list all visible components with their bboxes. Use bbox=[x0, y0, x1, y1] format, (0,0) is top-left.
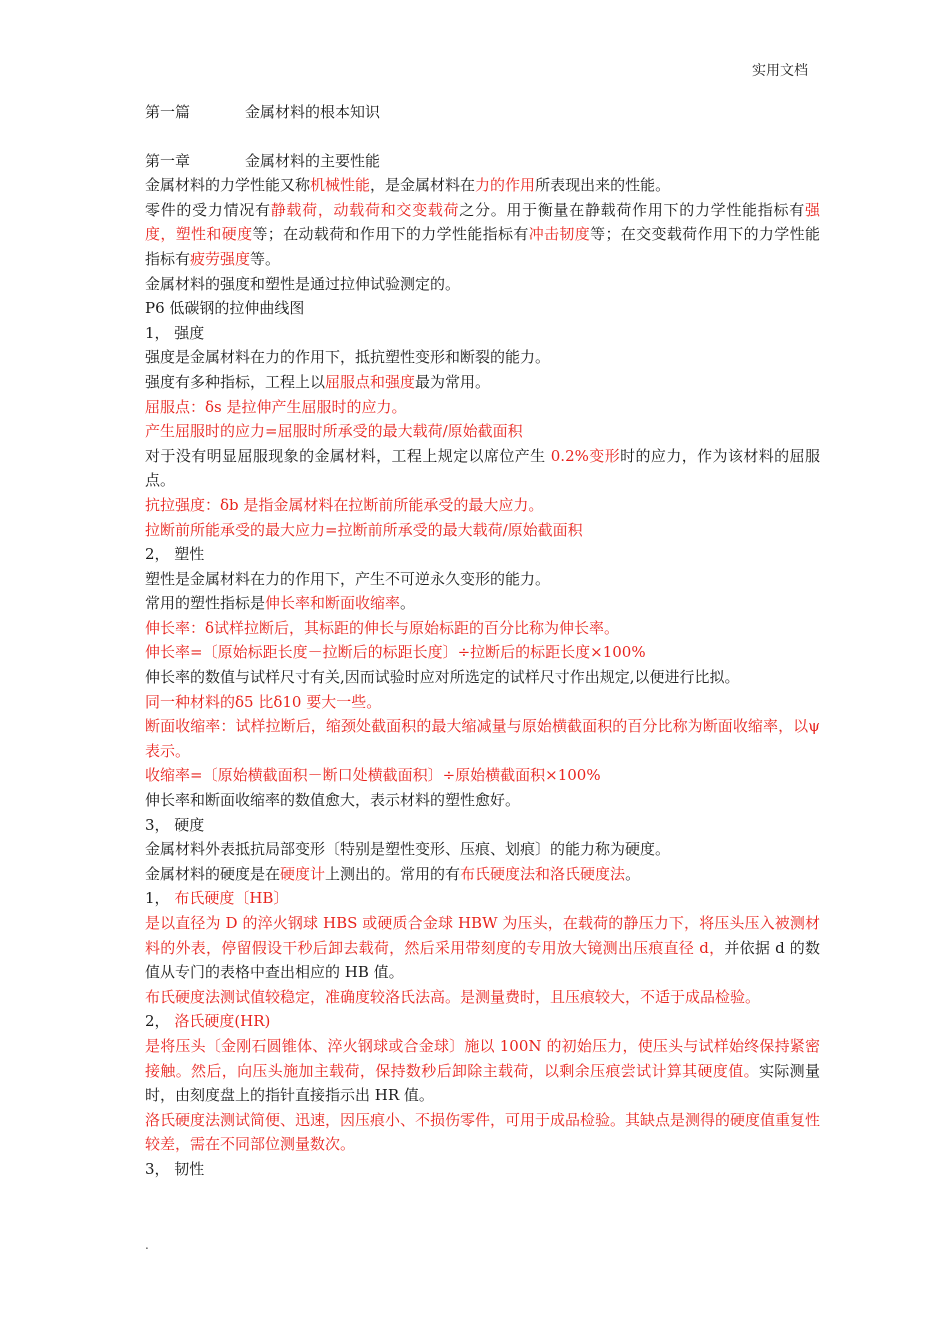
text-line bbox=[145, 640, 820, 665]
highlighted-text: 洛氏硬度(HR) bbox=[174, 1012, 271, 1031]
body-text: 伸长率的数值与试样尺寸有关,因而试验时应对所选定的试样尺寸作出规定,以便进行比拟。 bbox=[145, 668, 740, 687]
text-line bbox=[145, 419, 820, 444]
body-text: 1， bbox=[145, 889, 175, 908]
text-line bbox=[145, 616, 820, 641]
text-line bbox=[145, 788, 820, 813]
body-text: 零件的受力情况有 bbox=[145, 200, 271, 219]
text-line bbox=[145, 690, 820, 715]
highlighted-text: 布氏硬度〔HB〕 bbox=[174, 889, 289, 908]
highlighted-text: 断面收缩率：试样拉断后，缩颈处截面积的最大缩减量与原始横截面积的百分比称为断面收缩率，以ψ表示。 bbox=[145, 717, 820, 760]
body-text: 对于没有明显屈服现象的金属材料，工程上规定以席位产生 bbox=[145, 446, 551, 465]
body-text: 时的应力，作为该材料的屈服点。 bbox=[145, 446, 820, 490]
body-text: 等；在动载荷和作用下的力学性能指标有 bbox=[252, 225, 529, 244]
text-line bbox=[145, 714, 820, 763]
body-text: 2， bbox=[145, 1012, 175, 1031]
body-text: 并依据 d 的数值从专门的表格中查出相应的 HB 值。 bbox=[145, 938, 820, 982]
chapter-text: 金属材料的主要性能 bbox=[245, 151, 381, 170]
text-line bbox=[145, 444, 820, 493]
body-text: 最为常用。 bbox=[415, 372, 491, 391]
body-text: 金属材料的力学性能又称 bbox=[145, 176, 311, 195]
body-text: 金属材料外表抵抗局部变形〔特别是塑性变形、压痕、划痕〕的能力称为硬度。 bbox=[145, 840, 671, 859]
text-line bbox=[145, 886, 820, 911]
body-text: 实际测量时，由刻度盘上的指针直接指示出 HR 值。 bbox=[145, 1061, 820, 1105]
body-text: 1， 强度 bbox=[145, 323, 205, 342]
document-body bbox=[145, 100, 820, 1182]
highlighted-text: 静载荷，动载荷和交变载荷 bbox=[270, 200, 460, 219]
text-line bbox=[145, 763, 820, 788]
body-text: 金属材料的强度和塑性是通过拉伸试验测定的。 bbox=[145, 274, 461, 293]
chapter-title bbox=[145, 149, 820, 174]
text-line bbox=[145, 321, 820, 346]
highlighted-text: 机械性能 bbox=[310, 176, 371, 195]
body-text: 强度有多种指标，工程上以 bbox=[145, 372, 326, 391]
highlighted-text: 布氏硬度法测试值较稳定，准确度较洛氏法高。是测量费时，且压痕较大，不适于成品检验。 bbox=[145, 987, 761, 1006]
text-line bbox=[145, 1034, 820, 1108]
body-text: 3， 韧性 bbox=[145, 1159, 205, 1178]
text-line bbox=[145, 345, 820, 370]
body-text: 上测出的。常用的有 bbox=[325, 864, 461, 883]
highlighted-text: 疲劳强度 bbox=[190, 249, 251, 268]
text-line bbox=[145, 493, 820, 518]
text-line bbox=[145, 591, 820, 616]
body-text: 之分。用于衡量在静载荷作用下的力学性能指标有 bbox=[459, 200, 805, 219]
highlighted-text: 产生屈服时的应力=屈服时所承受的最大载荷/原始截面积 bbox=[145, 422, 523, 441]
highlighted-text: 洛氏硬度法测试简便、迅速，因压痕小、不损伤零件，可用于成品检验。其缺点是测得的硬度值重复性较差，需在不同部位测量数次。 bbox=[145, 1110, 821, 1154]
highlighted-text: 抗拉强度：δb 是指金属材料在拉断前所能承受的最大应力。 bbox=[145, 495, 544, 514]
text-line bbox=[145, 198, 820, 272]
text-line bbox=[145, 1157, 820, 1182]
highlighted-text: 布氏硬度法和洛氏硬度法 bbox=[460, 864, 626, 883]
footer-mark: . bbox=[145, 1238, 149, 1252]
paragraph-lines bbox=[145, 173, 820, 1181]
body-text: 。 bbox=[400, 594, 416, 613]
highlighted-text: 拉断前所能承受的最大应力=拉断前所承受的最大载荷/原始截面积 bbox=[145, 520, 583, 539]
text-line bbox=[145, 567, 820, 592]
body-text: 3， 硬度 bbox=[145, 815, 205, 834]
highlighted-text: 收缩率=〔原始横截面积－断口处横截面积〕÷原始横截面积×100% bbox=[145, 766, 601, 785]
text-line bbox=[145, 518, 820, 543]
page-header: 实用文档 bbox=[752, 63, 808, 79]
text-line bbox=[145, 837, 820, 862]
highlighted-text: 硬度计 bbox=[280, 864, 326, 883]
text-line bbox=[145, 395, 820, 420]
highlighted-text: 伸长率=〔原始标距长度－拉断后的标距长度〕÷拉断后的标距长度×100% bbox=[145, 643, 646, 662]
highlighted-text: 同一种材料的δ5 比δ10 要大一些。 bbox=[145, 692, 382, 711]
text-line bbox=[145, 985, 820, 1010]
body-text: 等。 bbox=[250, 249, 281, 268]
body-text: P6 低碳钢的拉伸曲线图 bbox=[145, 299, 305, 318]
body-text: 2， 塑性 bbox=[145, 545, 205, 564]
text-line bbox=[145, 272, 820, 297]
body-text: 等；在交变载荷作用下的力学性能指标有 bbox=[145, 225, 820, 268]
body-text: ，是金属材料在 bbox=[370, 176, 476, 195]
body-text: 金属材料的硬度是在 bbox=[145, 864, 281, 883]
highlighted-text: 是将压头〔金刚石圆锥体、淬火钢球或合金球〕施以 100N 的初始压力，使压头与试样始终保持紧密接触。然后，向压头施加主载荷，保持数秒后卸除主载荷，以剩余压痕尝试计算其硬度值。 bbox=[145, 1036, 820, 1080]
highlighted-text: 冲击韧度 bbox=[528, 225, 591, 244]
text-line bbox=[145, 665, 820, 690]
body-text: 所表现出来的性能。 bbox=[535, 176, 671, 195]
part-label: 第一篇 bbox=[145, 103, 191, 121]
text-line bbox=[145, 370, 820, 395]
text-line bbox=[145, 862, 820, 887]
highlighted-text: 强度，塑性和硬度 bbox=[145, 200, 820, 244]
highlighted-text: 屈服点：δs 是拉伸产生屈服时的应力。 bbox=[145, 397, 407, 416]
highlighted-text: 伸长率和断面收缩率 bbox=[265, 594, 401, 613]
body-text: 。 bbox=[625, 864, 641, 883]
part-title bbox=[145, 100, 820, 125]
body-text: 常用的塑性指标是 bbox=[145, 594, 266, 613]
text-line bbox=[145, 1108, 820, 1157]
text-line bbox=[145, 911, 820, 985]
part-text: 金属材料的根本知识 bbox=[245, 103, 381, 121]
text-line bbox=[145, 1009, 820, 1034]
highlighted-text: 力的作用 bbox=[475, 176, 536, 195]
chapter-label: 第一章 bbox=[145, 151, 191, 170]
body-text: 塑性是金属材料在力的作用下，产生不可逆永久变形的能力。 bbox=[145, 569, 551, 588]
highlighted-text: 屈服点和强度 bbox=[325, 372, 416, 391]
text-line bbox=[145, 296, 820, 321]
highlighted-text: 是以直径为 D 的淬火钢球 HBS 或硬质合金球 HBW 为压头，在载荷的静压力下，将压头压入被测材料的外表，停留假设干秒后卸去载荷，然后采用带刻度的专用放大镜测出压痕直径 d， bbox=[145, 914, 820, 957]
highlighted-text: 伸长率：δ试样拉断后，其标距的伸长与原始标距的百分比称为伸长率。 bbox=[145, 618, 620, 637]
text-line bbox=[145, 173, 820, 198]
text-line bbox=[145, 542, 820, 567]
body-text: 强度是金属材料在力的作用下，抵抗塑性变形和断裂的能力。 bbox=[145, 348, 551, 367]
text-line bbox=[145, 813, 820, 838]
highlighted-text: 0.2%变形 bbox=[550, 446, 621, 465]
body-text: 伸长率和断面收缩率的数值愈大，表示材料的塑性愈好。 bbox=[145, 791, 521, 810]
